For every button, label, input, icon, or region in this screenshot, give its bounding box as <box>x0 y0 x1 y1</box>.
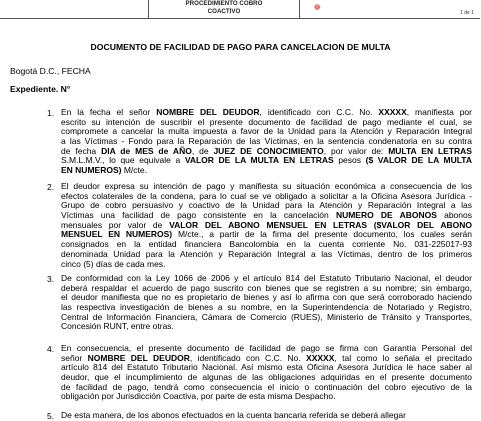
text-run: , identificado con C.C. No. <box>189 352 307 363</box>
header-page-cell <box>300 0 480 19</box>
text-run: , por valor de: <box>323 145 389 156</box>
text-run: escrito su intención de suscribir el presente documento de facilidad de pago mediante el cual, se <box>61 116 472 127</box>
text-run: De esta manera, de los abonos efectuados en la cuenta bancaria referida se deberá allegar <box>61 410 406 420</box>
text-run: , de <box>191 145 214 156</box>
clause-line <box>61 166 472 176</box>
text-run: Víctimas una facilidad de pago consistente en la cancelación <box>61 210 336 221</box>
text-run: señor <box>61 352 88 363</box>
bold-field: EN NUMEROS) <box>61 165 122 176</box>
bold-field: MULTA EN LETRAS <box>388 145 472 156</box>
clause-line <box>61 411 472 421</box>
text-run: abonos <box>436 210 472 221</box>
text-run: M/cte., a partir de la firma del presente documento, los cuales serán <box>172 229 472 240</box>
text-run: pesos <box>333 155 366 166</box>
clause-line <box>61 260 472 270</box>
bold-field: NOMBRE DEL DEUDOR <box>87 352 190 363</box>
bold-field: XXXXX <box>306 352 335 363</box>
text-run: , identificado con C.C. No. <box>259 107 379 117</box>
text-run: , manifiesta por <box>406 107 472 117</box>
bold-field: VALOR DEL ABONO MENSUEL EN LETRAS <box>169 219 368 230</box>
text-run: M/cte. <box>121 165 147 176</box>
text-run: De conformidad con la Ley 1066 de 2006 y el artículo 814 del Estatuto Tributario Nacional, el deudor <box>61 273 472 283</box>
bold-field: VALOR DE LA MULTA EN LETRAS <box>184 155 334 166</box>
bold-field: NUMERO DE ABONOS <box>335 210 437 221</box>
text-run: artículo 814 del Estatuto Tributario Nacional. Así mismo esta Oficina Asesora Jurídica le hace saber al <box>61 362 472 373</box>
text-run: S.M.L.M.V. <box>61 155 103 166</box>
city-date: Bogotá D.C., FECHA <box>10 66 91 76</box>
document-title: DOCUMENTO DE FACILIDAD DE PAGO PARA CANCELACION DE MULTA <box>90 42 391 52</box>
text-run <box>367 220 374 230</box>
text-run: mensuales por valor de <box>61 219 170 230</box>
text-run: El deudor expresa su intención de pago y manifiesta su situación económica a consecuencia de los <box>61 181 472 191</box>
clause-number: 5. <box>47 411 55 421</box>
header-title-cell <box>149 0 300 19</box>
clause-text <box>61 411 472 421</box>
expediente-label: Expediente. N° <box>10 84 71 94</box>
text-run: de fecha <box>61 145 102 156</box>
clause-text <box>61 274 472 332</box>
bold-field: MENSUEL EN NUMEROS) <box>61 229 173 240</box>
text-run: efectos colaterales de la condena, para lo cual se ve obligado a solicitar a la Oficina Asesora Jurídica - <box>61 190 472 201</box>
bold-field: JUEZ DE CONOCIMIENTO <box>213 145 324 156</box>
clause-text <box>61 108 472 176</box>
page-counter: 1 de 1 <box>460 10 474 16</box>
text-run: el deudor manifiesta que no es propietario de bienes y así lo afirma con que será corroborado haciendo <box>61 292 472 303</box>
text-run: a las Víctimas - Fondo para la Reparación de las Víctimas, en la sentencia condenatoria en su contra <box>61 136 472 147</box>
bold-field: ($VALOR DEL ABONO <box>373 219 472 230</box>
text-run: deberá respaldar el acuerdo de pago suscrito con bienes que se registren a su nombre; sin embargo, <box>61 282 472 293</box>
form-title-line2: COACTIVO <box>207 8 241 15</box>
clause-text <box>61 182 472 269</box>
bold-field: DIA de MES de AÑO <box>101 145 192 156</box>
clause-number: 4. <box>47 344 55 354</box>
clause-number: 2. <box>47 182 55 192</box>
bold-field: NOMBRE DEL DEUDOR <box>156 107 260 117</box>
text-run: En consecuencia, el presente documento de facilidad de pago se firma con Garantía Personal del <box>61 343 472 353</box>
clause-number: 3. <box>47 274 55 284</box>
clause-number: 1. <box>47 108 55 118</box>
bold-field: XXXXX <box>378 107 407 117</box>
text-run: deudor, que el incumplimiento de algunas de las obligaciones adquiridas en el presente documento <box>61 372 472 383</box>
text-run: compromete a cancelar la multa impuesta a favor de la Unidad para la Atención y Reparación Integral <box>61 126 472 137</box>
text-run: obligación por Jurisdicción Coactiva, por parte de esta misma Despacho. <box>61 391 336 402</box>
form-header <box>0 0 481 20</box>
bold-field: ($ VALOR DE LA MULTA <box>365 155 473 166</box>
text-run: consignados en la entidad financiera Bancolombia en la cuenta corriente No. 031-225017-93 <box>61 239 472 250</box>
clause-text <box>61 344 472 402</box>
text-run: Concesión RUNT, entre otras. <box>61 321 174 332</box>
clause-line <box>61 392 472 402</box>
text-run: En la fecha el señor <box>61 107 157 117</box>
text-run: Grupo de cobro persuasivo y coactivo de la Unidad para la Atención y Reparación Integral a las <box>61 200 472 211</box>
text-run: cinco (5) días de cada mes. <box>61 258 166 269</box>
text-run: Central de Información Financiera, Cámara de Comercio (RUES), Ministerio de Tránsito y Transportes, <box>61 311 472 322</box>
text-run: de facilidad de pago, tendrá como consecuencia el inicio o continuación del cobro ejecutivo de la <box>61 381 472 392</box>
unidad-logo-icon: ❁ <box>314 3 321 12</box>
text-run: las respectiva investigación de bienes a su nombre, en la Superintendencia de Notariado y Registro, <box>61 302 472 313</box>
text-run: , tal como lo señala el precitado <box>334 352 473 363</box>
text-run: denominada Unidad para la Atención y Reparación Integral a las Víctimas, dentro de los primeros <box>61 248 472 259</box>
form-title-line1: PROCEDIMIENTO COBRO <box>185 0 263 7</box>
header-logo-cell <box>0 0 149 19</box>
text-run: , lo que equivale a <box>102 155 185 166</box>
clause-line <box>61 322 472 332</box>
